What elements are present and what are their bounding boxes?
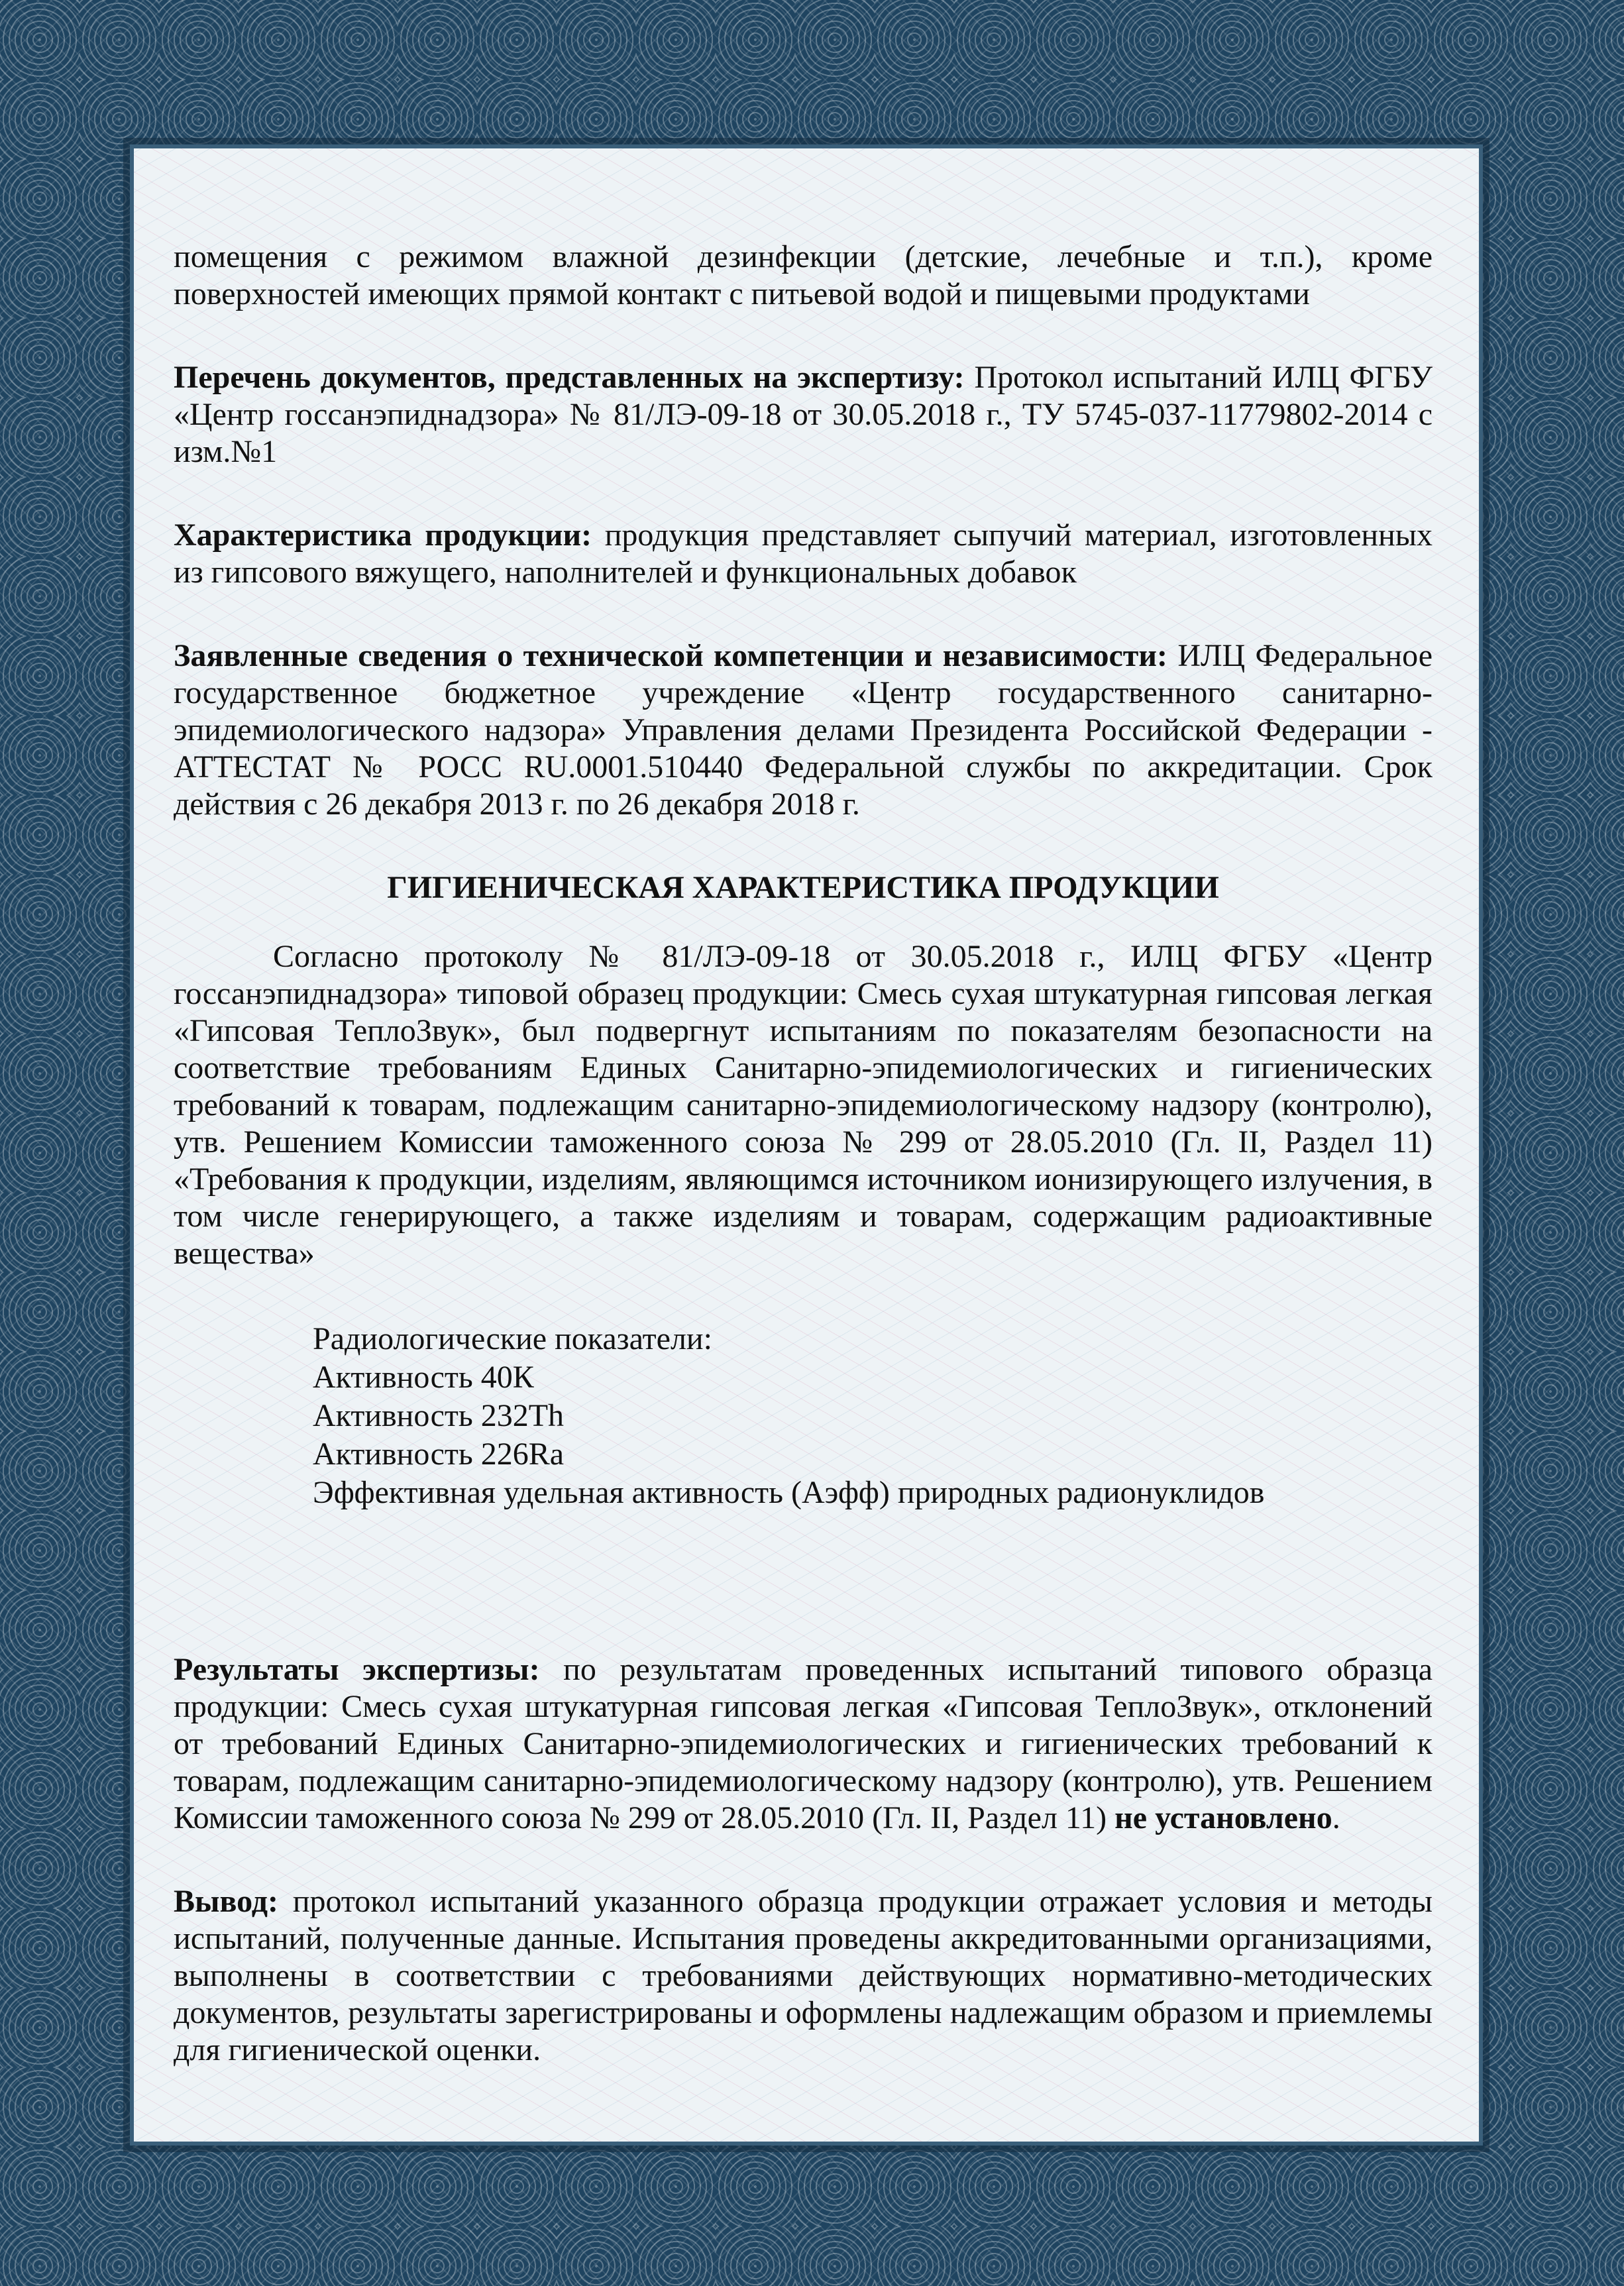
documents-text: Протокол испытаний ИЛЦ ФГБУ «Центр госсанэпиднадзора» № 81/ЛЭ-09-18 от 30.05.2018 г., ТУ 5745-037-11779802-2014 с изм.№1 (174, 360, 1433, 469)
product-characteristics-paragraph (174, 517, 1433, 591)
results-text: по результатам проведенных испытаний типового образца продукции: Смесь сухая штукатурная гипсовая легкая «Гипсовая ТеплоЗвук», отклонений от требований Единых Санитарно-эпидемиологических и гигиенических требований к товарам, подлежащим санитарно-эпидемиологическому надзору (контролю), утв. Решением Комиссии таможенного союза № 299 от 28.05.2010 (Гл. II, Раздел 11) (174, 1652, 1433, 1835)
documents-label: Перечень документов, представленных на экспертизу: (174, 360, 965, 395)
results-paragraph (174, 1651, 1433, 1837)
results-emphasis: не установлено (1114, 1800, 1332, 1835)
conclusion-paragraph (174, 1883, 1433, 2069)
conclusion-label: Вывод: (174, 1884, 278, 1919)
hygiene-paragraph: Согласно протоколу № 81/ЛЭ-09-18 от 30.05.2018 г., ИЛЦ ФГБУ «Центр госсанэпиднадзора» типовой образец продукции: Смесь сухая штукатурная гипсовая легкая «Гипсовая ТеплоЗвук», был подвергнут испытаниям по показателям безопасности на соответствие требованиям Единых Санитарно-эпидемиологических и гигиенических требований к товарам, подлежащим санитарно-эпидемиологическому надзору (контролю), утв. Решением Комиссии таможенного союза № 299 от 28.05.2010 (Гл. II, Раздел 11) «Требования к продукции, изделиям, являющимся источником ионизирующего излучения, в том числе генерирующего, а также изделиям и товарам, содержащим радиоактивные вещества» (174, 939, 1433, 1271)
indicator-item: Активность 40К (313, 1360, 534, 1395)
competence-text: ИЛЦ Федеральное государственное бюджетное учреждение «Центр государственного санитарно-эпидемиологического надзора» Управления делами Президента Российской Федерации - АТТЕСТАТ № РОСС RU.0001.510440 Федеральной службы по аккредитации. Срок действия с 26 декабря 2013 г. по 26 декабря 2018 г. (174, 638, 1433, 822)
competence-label: Заявленные сведения о технической компетенции и независимости: (174, 638, 1168, 673)
scope-paragraph: помещения с режимом влажной дезинфекции (детские, лечебные и т.п.), кроме поверхностей имеющих прямой контакт с питьевой водой и пищевыми продуктами (174, 239, 1433, 311)
indicator-item: Активность 226Ra (313, 1437, 565, 1472)
conclusion-text: протокол испытаний указанного образца продукции отражает условия и методы испытаний, полученные данные. Испытания проведены аккредитованными организациями, выполнены в соответствии с требованиями действующих нормативно-методических документов, результаты зарегистрированы и оформлены надлежащим образом и приемлемы для гигиенической оценки. (174, 1884, 1433, 2067)
document-body (174, 239, 1433, 2069)
documents-paragraph (174, 359, 1433, 470)
indicator-item: Активность 232Th (313, 1398, 565, 1433)
radiological-indicators (313, 1320, 1433, 1512)
indicator-item: Эффективная удельная активность (Аэфф) природных радионуклидов (313, 1475, 1265, 1510)
results-label: Результаты экспертизы: (174, 1652, 540, 1687)
indicators-title: Радиологические показатели: (313, 1321, 712, 1356)
results-end: . (1332, 1800, 1340, 1835)
competence-paragraph (174, 637, 1433, 823)
characteristics-label: Характеристика продукции: (174, 517, 592, 553)
section-heading: ГИГИЕНИЧЕСКАЯ ХАРАКТЕРИСТИКА ПРОДУКЦИИ (387, 870, 1219, 905)
characteristics-text: продукция представляет сыпучий материал, изготовленных из гипсового вяжущего, наполнителей и функциональных добавок (174, 517, 1433, 590)
